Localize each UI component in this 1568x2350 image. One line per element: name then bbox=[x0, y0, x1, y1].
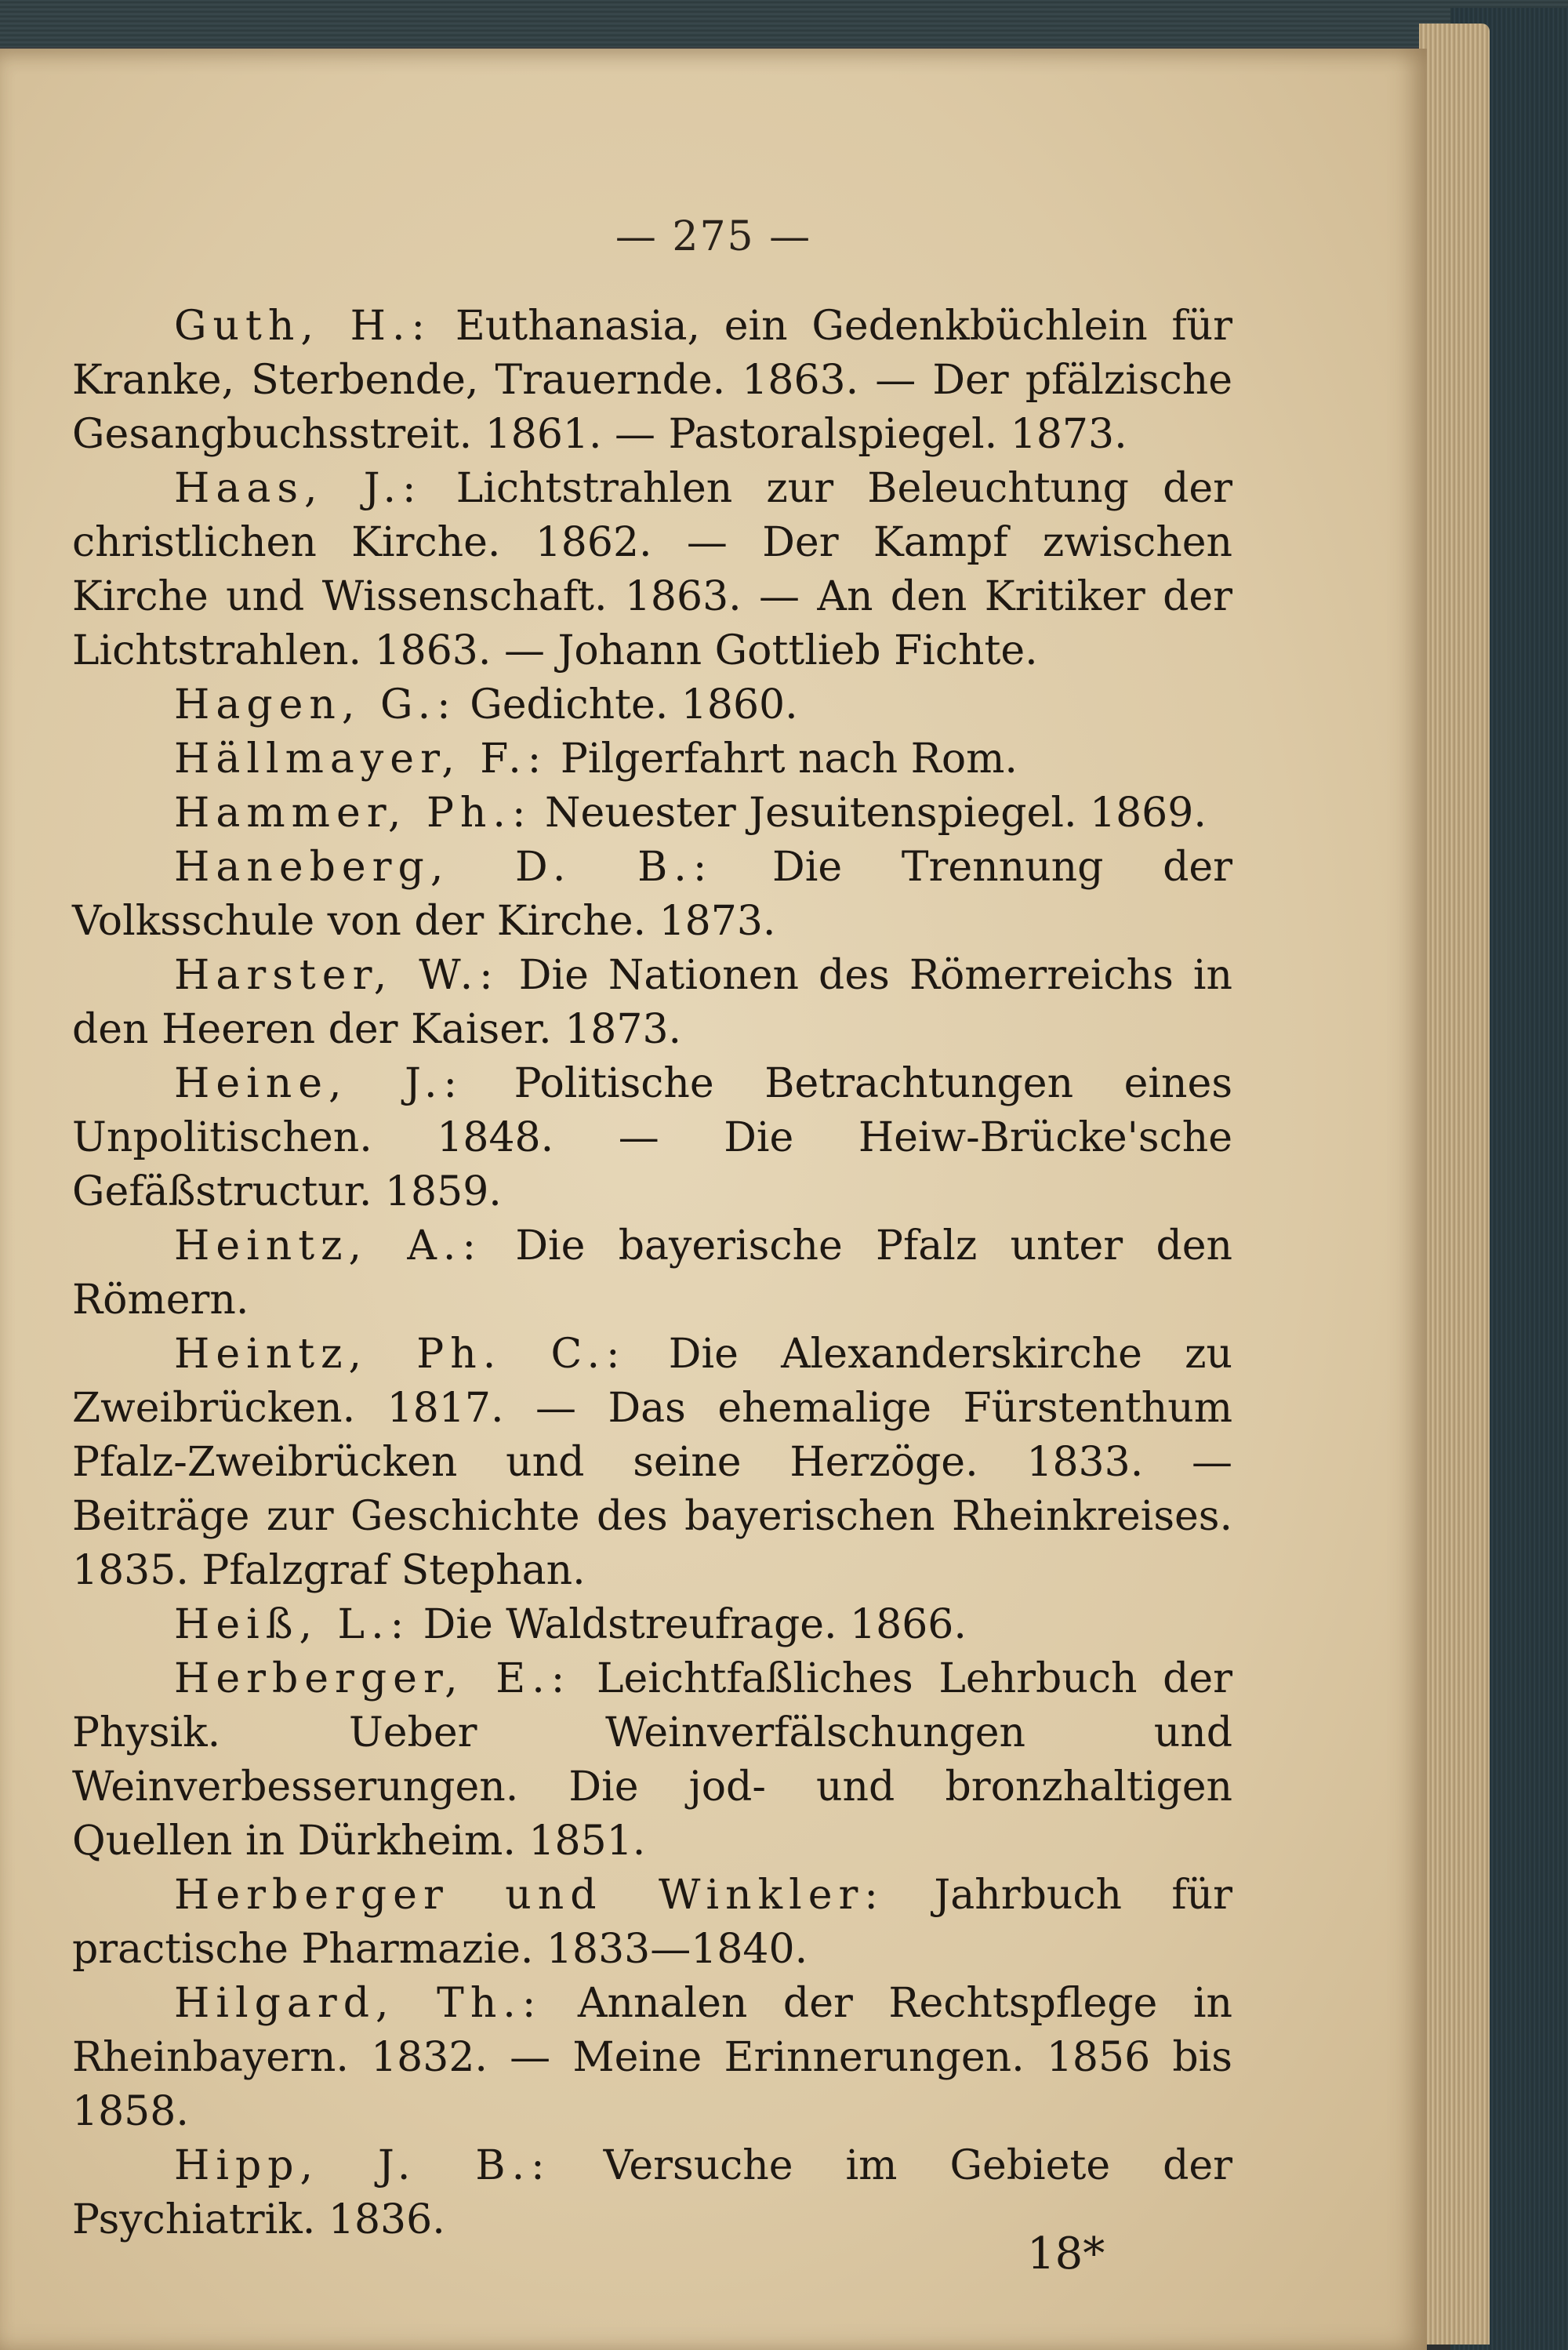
bibliography-list bbox=[72, 300, 1232, 2247]
page-number: — 275 — bbox=[615, 213, 812, 260]
entry-author: Herberger und Winkler: bbox=[174, 1872, 884, 1919]
entry-author: Hilgard, Th.: bbox=[174, 1980, 543, 2027]
bibliography-entry bbox=[72, 1977, 1232, 2139]
bibliography-entry bbox=[72, 732, 1232, 786]
entry-text: Politische Betrachtungen eines Unpolitischen. 1848. — Die Heiw-Brücke'sche Gefäßstructur. 1859. bbox=[72, 1060, 1233, 1215]
entry-author: Haas, J.: bbox=[174, 465, 423, 512]
entry-author: Hammer, Ph.: bbox=[174, 790, 532, 837]
entry-text: Die Waldstreufrage. 1866. bbox=[423, 1601, 967, 1648]
bibliography-entry bbox=[72, 1219, 1232, 1328]
book-page bbox=[0, 49, 1427, 2350]
bibliography-entry bbox=[72, 300, 1232, 462]
signature-mark: 18* bbox=[1027, 2228, 1105, 2279]
bibliography-entry bbox=[72, 841, 1232, 949]
entry-text: Annalen der Rechtspflege in Rheinbayern. 1832. — Meine Erinnerungen. 1856 bis 1858. bbox=[72, 1980, 1232, 2135]
entry-author: Hällmayer, F.: bbox=[174, 736, 548, 783]
entry-author: Guth, H.: bbox=[174, 303, 432, 350]
bibliography-entry bbox=[72, 786, 1232, 841]
bibliography-entry bbox=[72, 1869, 1232, 1977]
entry-author: Hipp, J. B.: bbox=[174, 2142, 551, 2189]
entry-author: Harster, W.: bbox=[174, 952, 499, 999]
entry-author: Heiß, L.: bbox=[174, 1601, 411, 1648]
entry-text: Die Trennung der Volksschule von der Kirche. 1873. bbox=[72, 844, 1232, 945]
bibliography-entry bbox=[72, 1328, 1232, 1598]
entry-author: Heine, J.: bbox=[174, 1060, 464, 1107]
bibliography-entry bbox=[72, 949, 1232, 1057]
entry-text: Die Nationen des Römerreichs in den Heeren der Kaiser. 1873. bbox=[72, 952, 1232, 1053]
entry-text: Leichtfaßliches Lehrbuch der Physik. Ueber Weinverfälschungen und Weinverbesserungen. Die jod- und bronzhaltigen Quellen in Dürkheim. 1851. bbox=[72, 1655, 1233, 1865]
bibliography-entry bbox=[72, 1057, 1232, 1219]
entry-text: Euthanasia, ein Gedenkbüchlein für Kranke, Sterbende, Trauernde. 1863. — Der pfälzische Gesangbuchsstreit. 1861. — Pastoralspiegel. 1873. bbox=[72, 303, 1233, 458]
entry-text: Lichtstrahlen zur Beleuchtung der christlichen Kirche. 1862. — Der Kampf zwischen Kirche und Wissenschaft. 1863. — An den Kritiker der Lichtstrahlen. 1863. — Johann Gottlieb Fichte. bbox=[72, 465, 1233, 674]
book-cover-top-edge bbox=[0, 0, 1568, 47]
entry-text: Jahrbuch für practische Pharmazie. 1833—1840. bbox=[72, 1872, 1232, 1973]
entry-author: Hagen, G.: bbox=[174, 681, 457, 728]
entry-author: Heintz, A.: bbox=[174, 1222, 482, 1269]
entry-text: Pilgerfahrt nach Rom. bbox=[560, 736, 1018, 783]
entry-author: Heintz, Ph. C.: bbox=[174, 1331, 626, 1378]
bibliography-entry bbox=[72, 462, 1232, 678]
bibliography-entry bbox=[72, 678, 1232, 732]
entry-text: Gedichte. 1860. bbox=[470, 681, 798, 728]
page-edges bbox=[1419, 24, 1490, 2345]
entry-text: Die bayerische Pfalz unter den Römern. bbox=[72, 1222, 1232, 1324]
entry-author: Herberger, E.: bbox=[174, 1655, 572, 1702]
entry-author: Haneberg, D. B.: bbox=[174, 844, 713, 891]
entry-text: Neuester Jesuitenspiegel. 1869. bbox=[545, 790, 1207, 837]
entry-text: Versuche im Gebiete der Psychiatrik. 1836. bbox=[72, 2142, 1232, 2243]
bibliography-entry bbox=[72, 1598, 1232, 1652]
entry-text: Die Alexanderskirche zu Zweibrücken. 1817. — Das ehemalige Fürstenthum Pfalz-Zweibrücken und seine Herzöge. 1833. — Beiträge zur Geschichte des bayerischen Rheinkreises. 1835. Pfalzgraf Stephan. bbox=[72, 1331, 1232, 1594]
bibliography-entry bbox=[72, 1652, 1232, 1869]
